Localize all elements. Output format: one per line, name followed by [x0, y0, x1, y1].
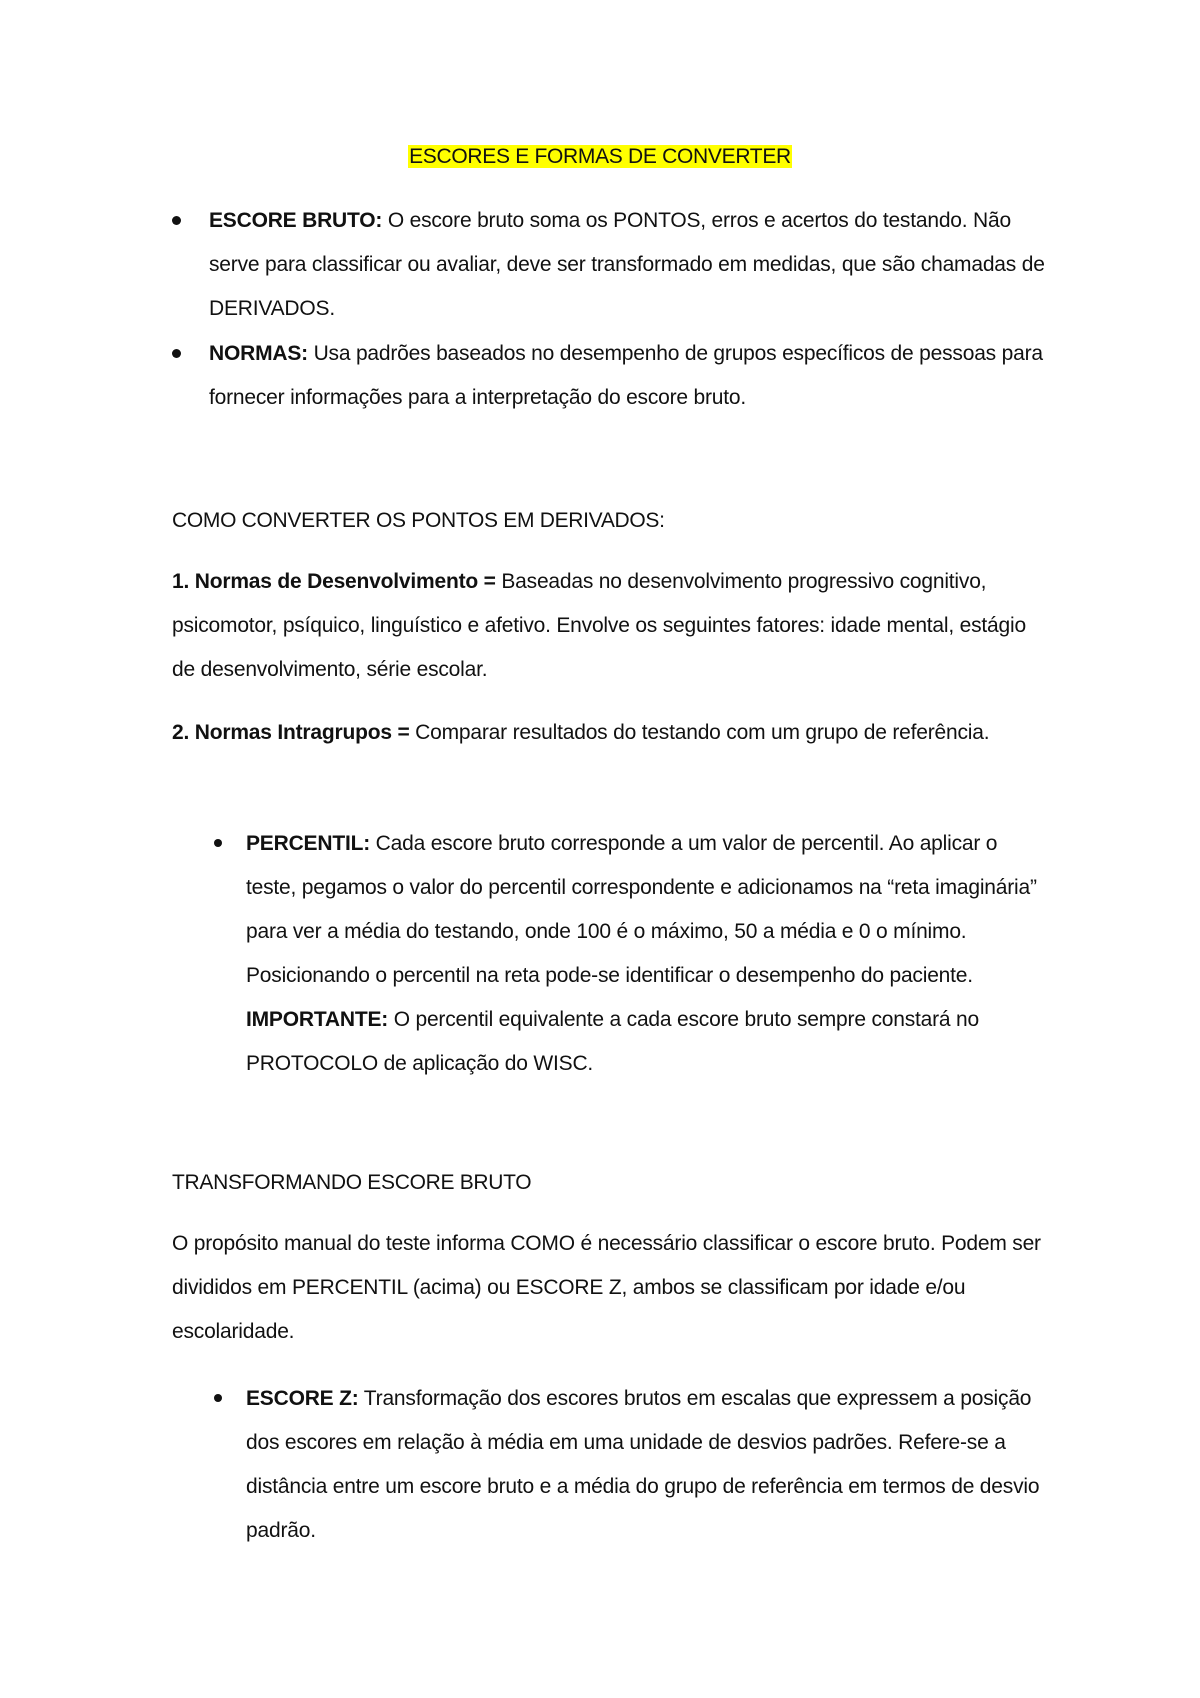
term-normas-desenvolvimento: 1. Normas de Desenvolvimento = — [172, 570, 496, 593]
term-percentil: PERCENTIL: — [246, 832, 371, 855]
text-normas-intragrupos: Comparar resultados do testando com um grupo de referência. — [409, 721, 990, 744]
bullet-dot-icon — [214, 839, 222, 847]
bullet-escore-z — [209, 1377, 1052, 1553]
bullet-escore-bruto — [172, 199, 1052, 331]
bullet-normas — [172, 332, 1052, 420]
bullet-dot-icon — [172, 216, 181, 225]
text-importante: O percentil equivalente a cada escore bruto sempre constará no PROTOCOLO de aplicação do WISC. — [246, 1008, 979, 1075]
text-escore-z: Transformação dos escores brutos em escalas que expressem a posição dos escores em relação à média em uma unidade de desvios padrões. Refere-se a distância entre um escore bruto e a média do grupo de referência em termos de desvio padrão. — [246, 1387, 1040, 1542]
title-container — [0, 145, 1200, 169]
term-escore-z: ESCORE Z: — [246, 1387, 359, 1410]
text-escore-bruto: O escore bruto soma os PONTOS, erros e acertos do testando. Não serve para classificar ou avaliar, deve ser transformado em medidas, que são chamadas de DERIVADOS. — [209, 209, 1045, 320]
term-escore-bruto: ESCORE BRUTO: — [209, 209, 383, 232]
bullet-dot-icon — [172, 349, 181, 358]
transform-heading: TRANSFORMANDO ESCORE BRUTO — [172, 1171, 532, 1194]
convert-heading: COMO CONVERTER OS PONTOS EM DERIVADOS: — [172, 509, 665, 532]
bullet-dot-icon — [214, 1394, 222, 1402]
term-importante: IMPORTANTE: — [246, 1008, 389, 1031]
bullet-percentil — [209, 822, 1052, 1086]
text-percentil: Cada escore bruto corresponde a um valor de percentil. Ao aplicar o teste, pegamos o valor do percentil correspondente e adicionamos na “reta imaginária” para ver a média do testando, onde 100 é o máximo, 50 a média e 0 o mínimo. Posicionando o percentil na reta pode-se identificar o desempenho do paciente. — [246, 832, 1037, 987]
term-normas-intragrupos: 2. Normas Intragrupos = — [172, 721, 410, 744]
term-normas: NORMAS: — [209, 342, 308, 365]
text-normas-desenvolvimento: Baseadas no desenvolvimento progressivo cognitivo, psicomotor, psíquico, linguístico e afetivo. Envolve os seguintes fatores: idade mental, estágio de desenvolvimento, série escolar. — [172, 570, 1026, 681]
document-title: ESCORES E FORMAS DE CONVERTER — [409, 145, 791, 168]
text-normas: Usa padrões baseados no desempenho de grupos específicos de pessoas para fornecer informações para a interpretação do escore bruto. — [209, 342, 1043, 409]
transform-paragraph: O propósito manual do teste informa COMO é necessário classificar o escore bruto. Podem ser divididos em PERCENTIL (acima) ou ESCORE Z, ambos se classificam por idade e/ou escolaridade. — [172, 1232, 1041, 1343]
norm-desenvolvimento — [172, 560, 1052, 692]
norm-intragrupos — [172, 711, 1052, 755]
